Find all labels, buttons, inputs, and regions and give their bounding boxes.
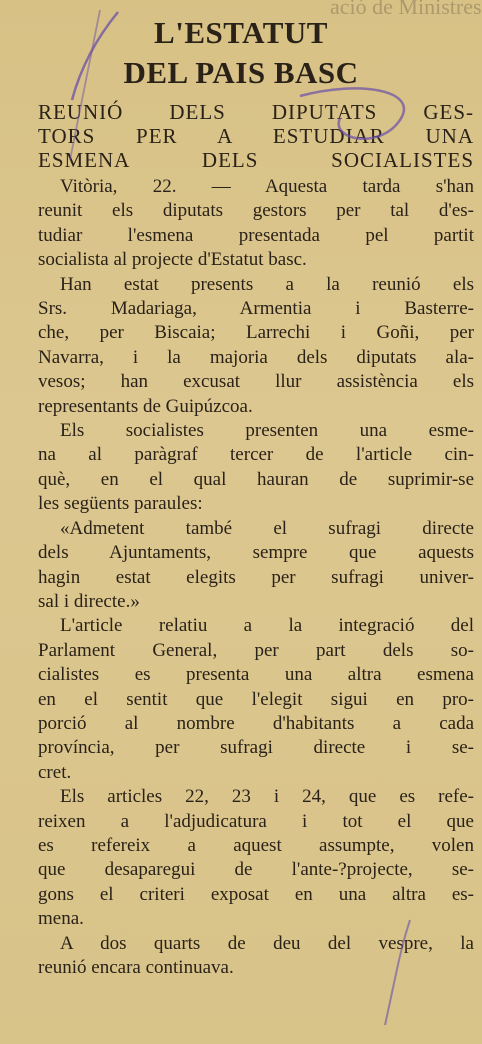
text-line: mena. bbox=[38, 908, 84, 930]
article-paragraph bbox=[38, 175, 474, 273]
text-line: porció al nombre d'habitants a cada bbox=[38, 712, 474, 734]
text-line: na al paràgraf tercer de l'article cin- bbox=[38, 444, 474, 466]
article-paragraph bbox=[38, 785, 474, 931]
text-line: Navarra, i la majoria dels diputats ala- bbox=[38, 346, 474, 368]
text-line: en el sentit que l'elegit sigui en pro- bbox=[38, 688, 474, 710]
text-line: gons el criteri exposat en una altra es- bbox=[38, 883, 474, 905]
text-line: Srs. Madariaga, Armentia i Basterre- bbox=[38, 298, 474, 320]
text-line: cialistes es presenta una altra esmena bbox=[38, 664, 474, 686]
subhead-line: ESMENA DELS SOCIALISTES bbox=[38, 148, 474, 172]
text-line: sal i directe.» bbox=[38, 590, 140, 612]
text-line: representants de Guipúzcoa. bbox=[38, 395, 253, 417]
text-line: les següents paraules: bbox=[38, 493, 203, 515]
text-line: dels Ajuntaments, sempre que aquests bbox=[38, 542, 474, 564]
subhead-line: TORS PER A ESTUDIAR UNA bbox=[38, 124, 474, 148]
text-line: vesos; han excusat llur assistència els bbox=[38, 371, 474, 393]
article-paragraph bbox=[38, 273, 474, 419]
article-body bbox=[38, 175, 474, 980]
text-line: Els articles 22, 23 i 24, que es refe- bbox=[60, 786, 474, 808]
text-line: Els socialistes presenten una esme- bbox=[60, 420, 474, 442]
text-line: Vitòria, 22. — Aquesta tarda s'han bbox=[60, 176, 474, 197]
text-line: reunit els diputats gestors per tal d'es- bbox=[38, 200, 474, 222]
text-line: hagin estat elegits per sufragi univer- bbox=[38, 566, 474, 588]
text-line: che, per Biscaia; Larrechi i Goñi, per bbox=[38, 322, 474, 344]
text-line: Han estat presents a la reunió els bbox=[60, 273, 474, 295]
article-paragraph bbox=[38, 932, 474, 981]
headline-line-1: L'ESTATUT bbox=[154, 15, 328, 50]
text-line: «Admetent també el sufragi directe bbox=[60, 517, 474, 539]
text-line: tudiar l'esmena presentada pel partit bbox=[38, 224, 474, 246]
text-line: reixen a l'adjudicatura i tot el que bbox=[38, 810, 474, 832]
article-paragraph bbox=[38, 614, 474, 785]
text-line: cret. bbox=[38, 761, 72, 783]
text-line: província, per sufragi directe i se- bbox=[38, 737, 474, 759]
subhead-line: REUNIÓ DELS DIPUTATS GES- bbox=[38, 100, 474, 124]
subheadline bbox=[38, 100, 474, 172]
text-line: A dos quarts de deu del vespre, la bbox=[60, 932, 474, 954]
text-line: que desaparegui de l'ante-?projecte, se- bbox=[38, 859, 474, 881]
article-paragraph bbox=[38, 517, 474, 615]
text-line: què, en el qual hauran de suprimir-se bbox=[38, 468, 474, 490]
text-line: Parlament General, per part dels so- bbox=[38, 639, 474, 661]
headline-line-2: DEL PAIS BASC bbox=[123, 55, 359, 90]
text-line: L'article relatiu a la integració del bbox=[60, 615, 474, 637]
bleed-through-text: ació de Ministres bbox=[330, 0, 482, 19]
text-line: es refereix a aquest assumpte, volen bbox=[38, 834, 474, 856]
text-line: socialista al projecte d'Estatut basc. bbox=[38, 249, 307, 271]
text-line: reunió encara continuava. bbox=[38, 957, 234, 978]
article-paragraph bbox=[38, 419, 474, 517]
